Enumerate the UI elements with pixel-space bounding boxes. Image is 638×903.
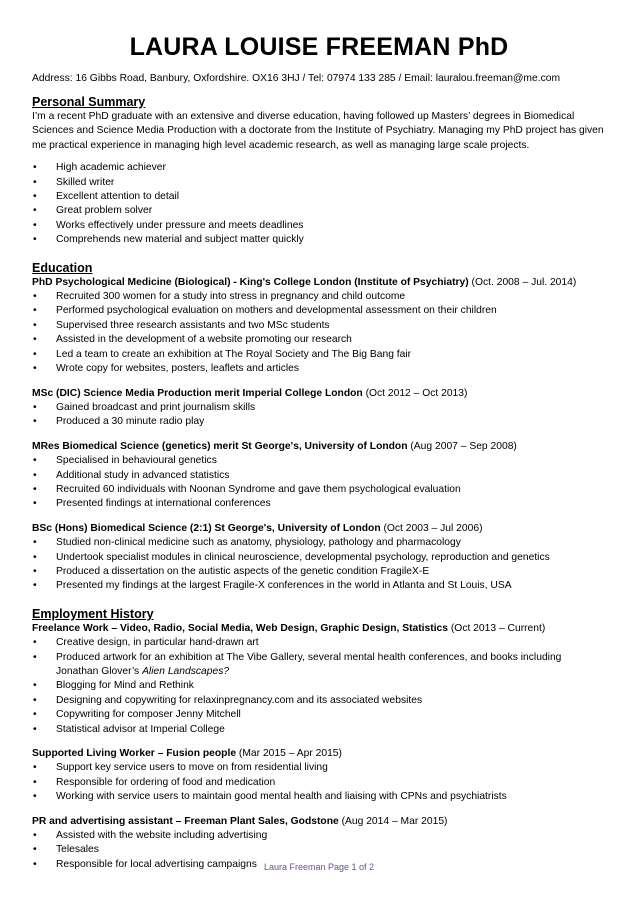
list-item: • Led a team to create an exhibition at The Royal Society and The Big Bang fair <box>32 348 610 362</box>
bullet-icon: • <box>33 305 37 317</box>
bullet-icon: • <box>33 694 37 706</box>
bullet-icon: • <box>33 565 37 577</box>
bullet-icon: • <box>33 637 37 649</box>
bullet-icon: • <box>33 709 37 721</box>
contact-address: Address: 16 Gibbs Road, Banbury, Oxfordshire. OX16 3HJ / Tel: 07974 133 285 / Email: lauralou.freeman@me.com <box>32 73 561 84</box>
employment-section <box>32 607 610 873</box>
bullet-icon: • <box>33 776 37 788</box>
bullet-icon: • <box>33 455 37 467</box>
list-item: • Additional study in advanced statistics <box>32 469 610 483</box>
bullet-icon: • <box>33 580 37 592</box>
bullet-icon: • <box>33 858 37 870</box>
list-item: • Skilled writer <box>32 176 610 190</box>
entry-heading-freelance: Freelance Work – Video, Radio, Social Media, Web Design, Graphic Design, Statistics (Oct 2013 – Current) <box>32 622 546 634</box>
list-item: • High academic achiever <box>32 161 610 175</box>
candidate-name: LAURA LOUISE FREEMAN PhD <box>129 33 509 61</box>
entry-heading-msc: MSc (DIC) Science Media Production merit Imperial College London (Oct 2012 – Oct 2013) <box>32 387 468 399</box>
bullet-icon: • <box>33 469 37 481</box>
list-item: • Recruited 300 women for a study into stress in pregnancy and child outcome <box>32 290 610 304</box>
bullet-icon: • <box>33 483 37 495</box>
list-item: • Specialised in behavioural genetics <box>32 454 610 468</box>
list-item: • Presented my findings at the largest Fragile-X conferences in the world in Atlanta and St Louis, USA <box>32 579 610 593</box>
list-item: • Assisted with the website including advertising <box>32 829 610 843</box>
list-item: • Wrote copy for websites, posters, leaflets and articles <box>32 362 610 376</box>
list-item: • Responsible for ordering of food and medication <box>32 776 610 790</box>
bullet-icon: • <box>33 334 37 346</box>
summary-text: I’m a recent PhD graduate with an extensive and diverse education, having followed up Masters’ degrees in Biomedical Sciences and Science Media Production with a doctorate from the Institute of Psychiatry. Managing my PhD project has given me practical experience in managing high level academic research, as well as managing large scale projects. <box>32 111 604 151</box>
bullet-icon: • <box>33 162 37 174</box>
bullet-icon: • <box>33 291 37 303</box>
cv-content <box>32 95 610 872</box>
entry-heading-pr-assistant: PR and advertising assistant – Freeman Plant Sales, Godstone (Aug 2014 – Mar 2015) <box>32 815 448 827</box>
freelance-list <box>32 636 610 737</box>
bullet-icon: • <box>33 498 37 510</box>
bullet-icon: • <box>33 844 37 856</box>
list-item: • Studied non-clinical medicine such as anatomy, physiology, pathology and pharmacology <box>32 536 610 550</box>
list-item: • Assisted in the development of a website promoting our research <box>32 333 610 347</box>
section-heading-summary: Personal Summary <box>32 95 146 109</box>
list-item: • Designing and copywriting for relaxinpregnancy.com and its associated websites <box>32 694 610 708</box>
entry-heading-mres: MRes Biomedical Science (genetics) merit St George's, University of London (Aug 2007 – Sep 2008) <box>32 440 517 452</box>
list-item: • Produced artwork for an exhibition at The Vibe Gallery, several mental health conferences, and books including Jonathan Glover’s Alien Landscapes? <box>33 651 562 677</box>
phd-list <box>32 290 610 376</box>
section-heading-education: Education <box>32 260 93 275</box>
list-item: • Telesales <box>32 843 610 857</box>
list-item: • Works effectively under pressure and meets deadlines <box>32 219 610 233</box>
bullet-icon: • <box>33 319 37 331</box>
list-item: • Blogging for Mind and Rethink <box>32 679 610 693</box>
list-item: • Presented findings at international conferences <box>32 497 610 511</box>
list-item: • Working with service users to maintain good mental health and liaising with CPNs and psychiatrists <box>32 790 610 804</box>
bullet-icon: • <box>33 537 37 549</box>
personal-summary-section <box>32 95 610 248</box>
list-item: • Copywriting for composer Jenny Mitchell <box>32 708 610 722</box>
bullet-icon: • <box>33 191 37 203</box>
bsc-list <box>32 536 610 594</box>
entry-heading-bsc: BSc (Hons) Biomedical Science (2:1) St George's, University of London (Oct 2003 – Jul 2006) <box>32 522 483 534</box>
bullet-icon: • <box>33 680 37 692</box>
summary-list <box>32 161 610 247</box>
supported-living-list <box>32 761 610 804</box>
section-heading-employment: Employment History <box>32 606 154 621</box>
bullet-icon: • <box>33 363 37 375</box>
bullet-icon: • <box>33 176 37 188</box>
bullet-icon: • <box>33 234 37 246</box>
list-item: • Gained broadcast and print journalism skills <box>32 401 610 415</box>
bullet-icon: • <box>33 219 37 231</box>
list-item: • Undertook specialist modules in clinical neuroscience, developmental psychology, reproduction and genetics <box>32 551 610 565</box>
education-section <box>32 261 610 594</box>
list-item: • Support key service users to move on from residential living <box>32 761 610 775</box>
list-item: • Produced a dissertation on the autistic aspects of the genetic condition FragileX-E <box>32 565 610 579</box>
bullet-icon: • <box>33 830 37 842</box>
bullet-icon: • <box>33 723 37 735</box>
list-item: • Produced a 30 minute radio play <box>32 415 610 429</box>
entry-heading-phd: PhD Psychological Medicine (Biological) - King's College London (Institute of Psychiatry) (Oct. 2008 – Jul. 2014) <box>32 276 577 288</box>
list-item: • Supervised three research assistants and two MSc students <box>32 319 610 333</box>
list-item: • Excellent attention to detail <box>32 190 610 204</box>
bullet-icon: • <box>33 416 37 428</box>
list-item: • Comprehends new material and subject matter quickly <box>32 233 610 247</box>
entry-heading-supported-living: Supported Living Worker – Fusion people (Mar 2015 – Apr 2015) <box>32 748 342 760</box>
list-item: • Recruited 60 individuals with Noonan Syndrome and gave them psychological evaluation <box>32 483 610 497</box>
mres-list <box>32 454 610 512</box>
list-item: • Great problem solver <box>32 204 610 218</box>
list-item: • Creative design, in particular hand-drawn art <box>32 636 610 650</box>
bullet-icon: • <box>33 401 37 413</box>
bullet-icon: • <box>33 551 37 563</box>
bullet-icon: • <box>33 651 37 663</box>
bullet-icon: • <box>33 762 37 774</box>
bullet-icon: • <box>33 348 37 360</box>
bullet-icon: • <box>33 791 37 803</box>
list-item: • Statistical advisor at Imperial College <box>32 723 610 737</box>
page-footer: Laura Freeman Page 1 of 2 <box>263 862 375 872</box>
bullet-icon: • <box>33 205 37 217</box>
list-item: • Performed psychological evaluation on mothers and developmental assessment on their children <box>32 304 610 318</box>
list-item: • Responsible for local advertising campaigns <box>32 858 610 872</box>
msc-list <box>32 401 610 430</box>
